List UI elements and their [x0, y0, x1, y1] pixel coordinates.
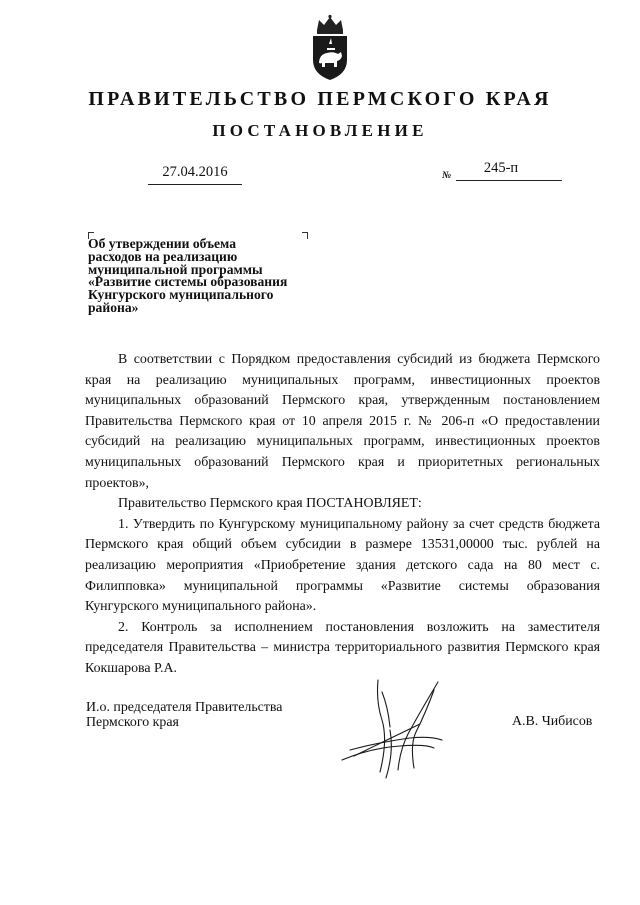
date-underline — [148, 184, 242, 185]
body-paragraph-resolves: Правительство Пермского края ПОСТАНОВЛЯЕТ: — [118, 496, 422, 512]
number-underline — [456, 180, 562, 181]
body-paragraph-item-2: 2. Контроль за исполнением постановления возложить на заместителя председателя Правительства – министра территориального развития Пермского края Кокшарова Р.А. — [85, 619, 600, 676]
signatory-position-line: Пермского края — [86, 715, 179, 730]
signatory-name: А.В. Чибисов — [512, 714, 593, 729]
body-paragraph-preamble: В соответствии с Порядком предоставления субсидий из бюджета Пермского края на реализацию муниципальных программ, инвестиционных проектов муниципальных образований Пермского края, утвержденным постановлением Правительства Пермского края от 10 апреля 2015 г. № 206-п «О предоставлении субсидий на реализацию муниципальных программ, инвестиционных проектов муниципальных образований Пермского края и приоритетных региональных проектов», — [85, 352, 600, 491]
subject-line: Кунгурского муниципального — [88, 287, 274, 303]
subject-line: района» — [88, 299, 139, 315]
document-number: 245-п — [483, 160, 519, 176]
number-sign: № — [442, 170, 452, 181]
document-subject — [88, 238, 328, 315]
signatory-position — [86, 700, 282, 730]
document-type: ПОСТАНОВЛЕНИЕ — [212, 121, 428, 140]
subject-line: «Развитие системы образования — [88, 274, 288, 290]
signatory-position-line: И.о. председателя Правительства — [86, 700, 283, 715]
government-title: ПРАВИТЕЛЬСТВО ПЕРМСКОГО КРАЯ — [88, 88, 552, 110]
document-body — [85, 350, 600, 680]
subject-line: Об утверждении объема — [88, 236, 237, 251]
document-date: 27.04.2016 — [162, 164, 228, 180]
body-paragraph-item-1: 1. Утвердить по Кунгурскому муниципальному району за счет средств бюджета Пермского края общий объем субсидии в размере 13531,00000 тыс. рублей на реализацию мероприятия «Приобретение здания детского сада на 80 мест с. Филипповка» муниципальной программы «Развитие системы образования Кунгурского муниципального района». — [85, 516, 600, 615]
subject-line: расходов на реализацию — [88, 248, 238, 264]
handwritten-signature-icon — [330, 672, 460, 782]
subject-line: муниципальной программы — [88, 261, 263, 277]
coat-of-arms-icon — [305, 14, 355, 82]
